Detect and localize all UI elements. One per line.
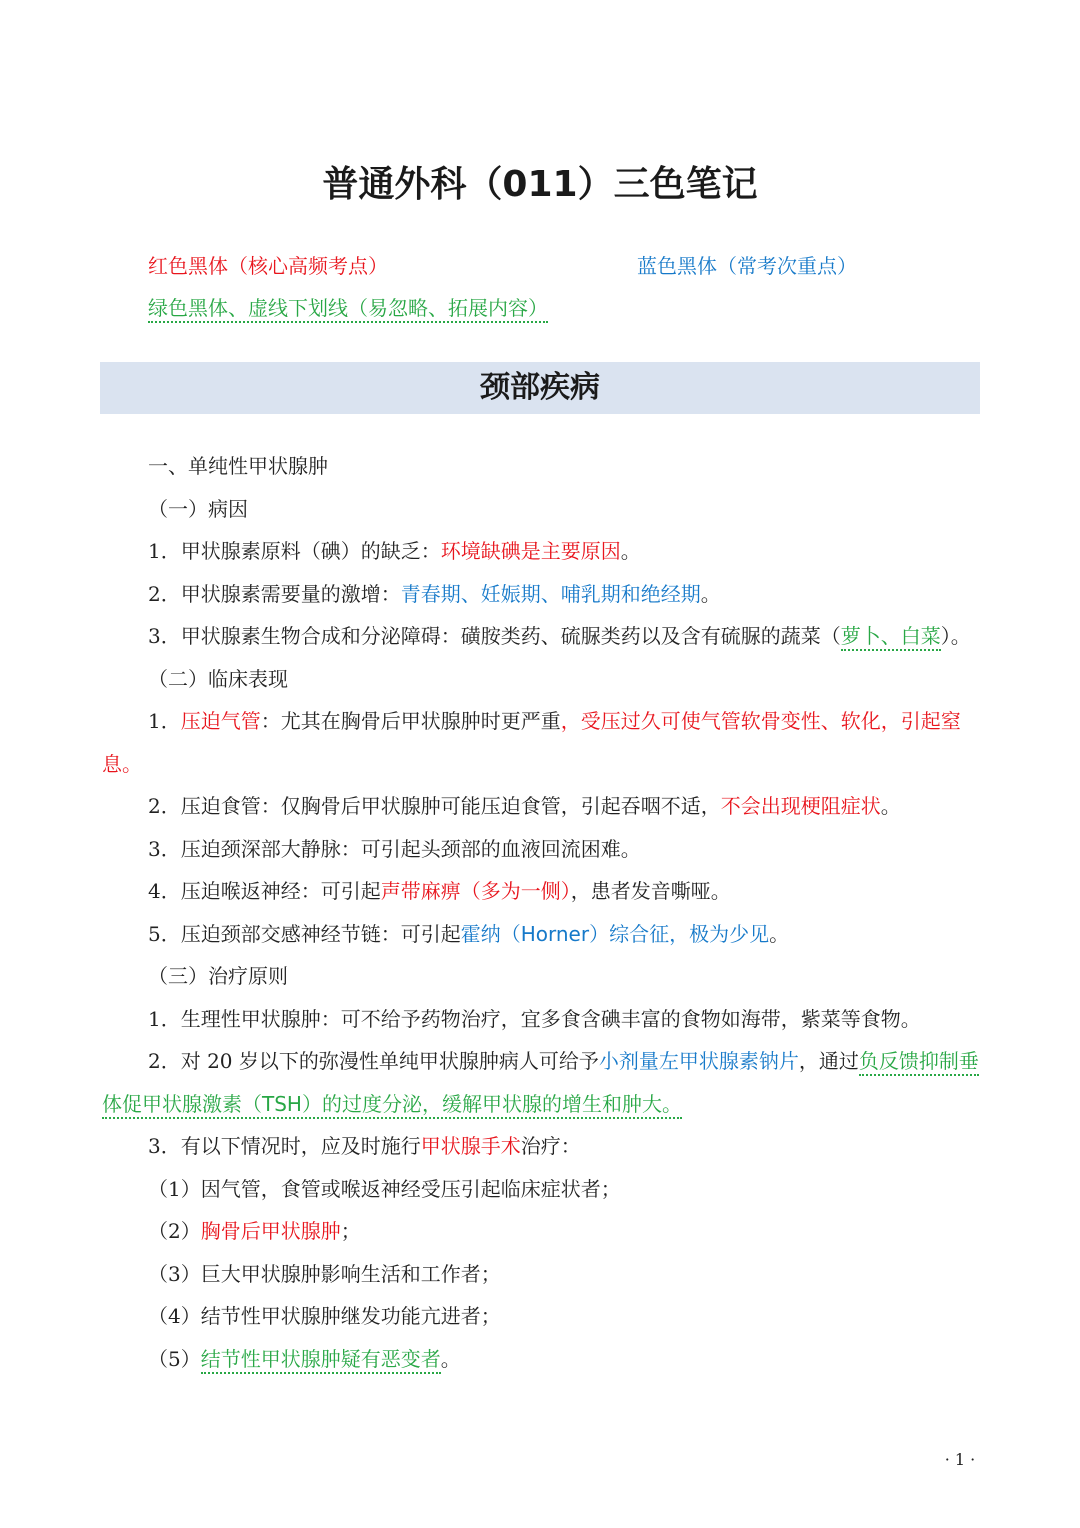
cause-2-blue: 青春期、妊娠期、哺乳期和绝经期 [400, 581, 701, 606]
cause-3-text: 3．甲状腺素生物合成和分泌障碍：磺胺类药、硫脲类药以及含有硫脲的蔬菜（ [148, 624, 841, 648]
treatment-1: 1．生理性甲状腺肿：可不给予药物治疗，宜多食含碘丰富的食物如海带，紫菜等食物。 [148, 1006, 921, 1031]
indication-4: （4）结节性甲状腺肿继发功能亢进者； [148, 1304, 501, 1328]
heading-goiter: 一、单纯性甲状腺肿 [148, 454, 328, 478]
treatment-2-mid: ，通过 [798, 1049, 859, 1073]
legend-blue: 蓝色黑体（常考次重点） [637, 254, 857, 278]
legend-green [148, 293, 548, 323]
manifest-5-blue: 霍纳（Horner）综合征，极为少见 [460, 921, 770, 946]
manifest-4-red: 声带麻痹（多为一侧） [380, 879, 571, 903]
treatment-3-text: 3．有以下情况时，应及时施行 [148, 1134, 421, 1158]
indication-3: （3）巨大甲状腺肿影响生活和工作者； [148, 1261, 501, 1286]
treatment-2 [102, 1040, 980, 1125]
indication-5-end: 。 [440, 1346, 461, 1371]
manifest-4-end: ，患者发音嘶哑。 [570, 879, 731, 903]
treatment-2-text: 2．对 20 岁以下的弥漫性单纯甲状腺肿病人可给予 [148, 1049, 599, 1073]
manifest-2-red: 不会出现梗阻症状 [720, 794, 881, 818]
manifest-4 [102, 870, 980, 913]
manifest-1 [102, 700, 980, 785]
legend-green-text: 绿色黑体、虚线下划线（易忽略、拓展内容） [148, 296, 548, 323]
indication-2-red: 胸骨后甲状腺肿 [200, 1219, 341, 1243]
cause-1 [102, 530, 980, 573]
indication-2-num: （2） [148, 1219, 201, 1243]
cause-3-end: ）。 [940, 624, 971, 648]
manifest-1-red: 压迫气管 [180, 709, 261, 733]
manifest-2-text: 2．压迫食管：仅胸骨后甲状腺肿可能压迫食管，引起吞咽不适， [148, 794, 721, 818]
subheading-etiology: （一）病因 [148, 496, 248, 521]
cause-2-end: 。 [700, 581, 721, 606]
indication-5-green: 结节性甲状腺肿疑有恶变者 [201, 1347, 441, 1374]
treatment-3 [102, 1125, 980, 1168]
manifest-3: 3．压迫颈深部大静脉：可引起头颈部的血液回流困难。 [148, 836, 641, 861]
manifest-1-text: ：尤其在胸骨后甲状腺肿时更严重 [260, 709, 561, 733]
cause-3-green: 萝卜、白菜 [841, 624, 941, 651]
indication-5-num: （5） [148, 1346, 201, 1371]
section-title: 颈部疾病 [480, 370, 600, 405]
cause-1-text: 1．甲状腺素原料（碘）的缺乏： [148, 539, 441, 563]
manifest-5-text: 5．压迫颈部交感神经节链：可引起 [148, 921, 461, 946]
manifest-1-red-2: ，受压过久可使气管软骨变性、软化，引起窒息。 [102, 709, 961, 776]
cause-1-red: 环境缺碘是主要原因 [440, 539, 621, 563]
cause-1-end: 。 [620, 539, 641, 563]
cause-3 [102, 615, 980, 658]
section-header [100, 362, 980, 414]
treatment-3-end: 治疗： [520, 1134, 581, 1158]
subheading-treatment: （三）治疗原则 [148, 964, 288, 988]
manifest-5 [102, 913, 980, 956]
indication-5 [102, 1338, 980, 1381]
manifest-1-num: 1． [148, 709, 181, 733]
manifest-4-text: 4．压迫喉返神经：可引起 [148, 879, 381, 903]
indication-1: （1）因气管，食管或喉返神经受压引起临床症状者； [148, 1176, 621, 1201]
cause-2 [102, 573, 980, 616]
manifest-5-end: 。 [769, 921, 790, 946]
legend-red: 红色黑体（核心高频考点） [148, 254, 388, 278]
page-title: 普通外科（011）三色笔记 [322, 164, 758, 205]
indication-2-end: ； [340, 1219, 361, 1243]
treatment-2-green: 负反馈抑制垂体促甲状腺激素（TSH）的过度分泌，缓解甲状腺的增生和肿大。 [102, 1049, 979, 1119]
manifest-2 [102, 785, 980, 828]
document-body [102, 445, 980, 1380]
page-number: · 1 · [944, 1450, 976, 1469]
treatment-3-red: 甲状腺手术 [420, 1134, 521, 1158]
subheading-clinical: （二）临床表现 [148, 666, 288, 691]
indication-2 [102, 1210, 980, 1253]
cause-2-text: 2．甲状腺素需要量的激增： [148, 581, 401, 606]
treatment-2-blue: 小剂量左甲状腺素钠片 [598, 1049, 799, 1073]
manifest-2-end: 。 [880, 794, 901, 818]
